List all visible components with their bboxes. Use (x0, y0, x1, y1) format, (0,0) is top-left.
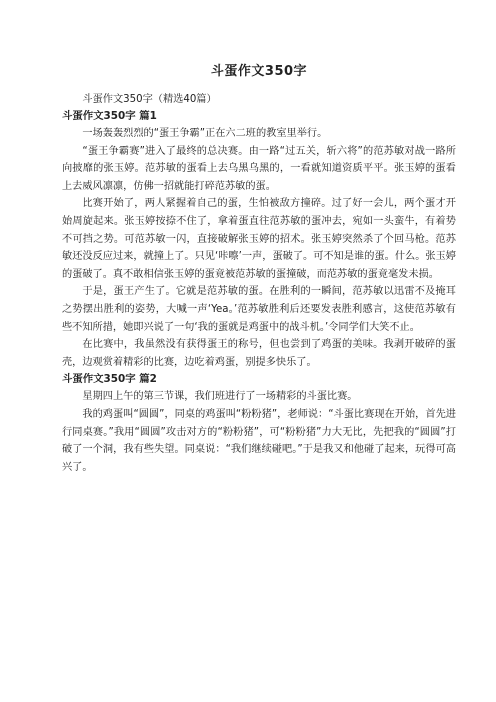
section-heading: 斗蛋作文350字 篇1 (62, 110, 157, 122)
document-subtitle: 斗蛋作文350字（精选40篇） (82, 94, 217, 105)
document-title: 斗蛋作文350字 (210, 64, 308, 79)
paragraph: 一场轰轰烈烈的“蛋王争霸”正在六二班的教室里举行。 (82, 128, 328, 139)
section-heading: 斗蛋作文350字 篇2 (62, 373, 157, 386)
paragraph: 我的鸡蛋叫“圆圆”，同桌的鸡蛋叫“粉粉猪”，老师说：“斗蛋比赛现在开始，首先进行同桌赛。”我用“圆圆”攻击对方的“粉粉猪”，可“粉粉猪”力大无比，先把我的“圆圆”打破了一个洞，我有些失望。同桌说：“我们继续碰吧。”于是我又和他碰了起来，玩得可高兴了。 (62, 408, 456, 473)
paragraph: 星期四上午的第三节课，我们班进行了一场精彩的斗蛋比赛。 (82, 391, 358, 403)
paragraph: “蛋王争霸赛”进入了最终的总决赛。由一路“过五关，斩六将”的范苏敏对战一路所向披靡的张玉婷。范苏敏的蛋看上去乌黑乌黑的，一看就知道资质平平。张玉婷的蛋看上去威风凛凛，仿佛一招就能打碎范苏敏的蛋。 (62, 145, 456, 192)
section-2 (62, 371, 456, 476)
paragraph: 于是，蛋王产生了。它就是范苏敏的蛋。在胜利的一瞬间，范苏敏以迅雷不及掩耳之势摆出胜利的姿势，大喊一声‘Yea。’范苏敏胜利后还要发表胜利感言，这使范苏敏有些不知所措，她即兴说了一句‘我的蛋就是鸡蛋中的战斗机。’令同学们大笑不止。 (62, 286, 456, 333)
section-1 (62, 108, 456, 371)
paragraph: 在比赛中，我虽然没有获得蛋王的称号，但也尝到了鸡蛋的美味。我剥开破碎的蛋壳，边观赏着精彩的比赛，边吃着鸡蛋，别提多快乐了。 (62, 339, 456, 368)
paragraph: 比赛开始了，两人紧握着自己的蛋，生怕被敌方撞碎。过了好一会儿，两个蛋才开始周旋起来。张玉婷按捺不住了，拿着蛋直往范苏敏的蛋冲去，宛如一头蛮牛，有着势不可挡之势。可范苏敏一闪，直接破解张玉婷的招术。张玉婷突然杀了个回马枪。范苏敏还没反应过来，就撞上了。只见‘咔嚓’一声，蛋破了。可不知是谁的蛋。什么。张玉婷的蛋破了。真不敢相信张玉婷的蛋竟被范苏敏的蛋撞破，而范苏敏的蛋竟毫发未损。 (62, 198, 456, 280)
